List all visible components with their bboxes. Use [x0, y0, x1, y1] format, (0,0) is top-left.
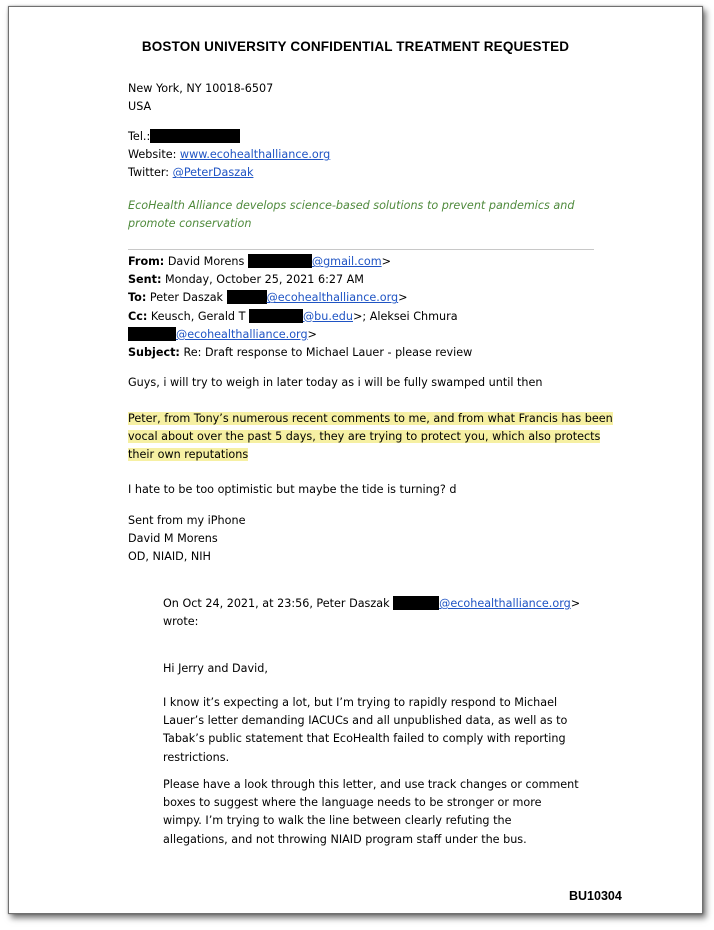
separator-rule: [128, 249, 594, 250]
highlighted-text: vocal about over the past 5 days, they are trying to protect you, which also protects: [128, 430, 601, 444]
from-email-link[interactable]: @gmail.com: [311, 255, 382, 268]
quoted-email-link[interactable]: @ecohealthalliance.org: [439, 597, 571, 610]
redaction-bar: [128, 327, 176, 341]
to-tail: >: [398, 291, 408, 305]
sent-line: [128, 271, 598, 289]
tel-line: [128, 128, 598, 146]
quoted-p2-line-1: Please have a look through this letter, and use track changes or comment: [163, 778, 579, 791]
redaction-bar: [150, 129, 240, 143]
message-paragraph-3: I hate to be too optimistic but maybe the tide is turning? d: [128, 483, 457, 496]
website-line: [128, 146, 598, 164]
message-paragraph-2-highlighted: [128, 410, 613, 465]
subject-value: Re: Draft response to Michael Lauer - please review: [179, 346, 473, 360]
highlighted-text: Peter, from Tony’s numerous recent comments to me, and from what Francis has been: [128, 412, 613, 425]
cc-value: Keusch, Gerald T: [147, 309, 249, 323]
cc-email-link[interactable]: @bu.edu: [302, 309, 353, 323]
quoted-intro-tail: >: [570, 597, 581, 610]
from-label: From:: [128, 255, 165, 268]
signature-line-2: David M Morens: [128, 532, 218, 546]
from-tail: >: [381, 255, 391, 268]
signature-block: [128, 512, 598, 567]
redaction-bar: [249, 309, 303, 323]
highlight-line-1: [128, 410, 613, 428]
to-email-link[interactable]: @ecohealthalliance.org: [266, 291, 399, 305]
address-block: [128, 80, 598, 116]
quoted-intro: [163, 595, 593, 631]
website-label: Website:: [128, 148, 180, 162]
contact-block: [128, 128, 598, 183]
confidential-header: BOSTON UNIVERSITY CONFIDENTIAL TREATMENT REQUESTED: [141, 39, 570, 54]
quoted-intro-line-1: [163, 595, 593, 613]
cc-tail: >; Aleksei Chmura: [353, 309, 458, 323]
cc2-tail: >: [307, 327, 317, 341]
document-page: [8, 6, 703, 914]
quoted-p2-line-4: allegations, and not throwing NIAID program staff under the bus.: [163, 832, 527, 846]
twitter-label: Twitter:: [128, 166, 173, 180]
signature-line-3: OD, NIAID, NIH: [128, 550, 211, 564]
quoted-p1-line-4: restrictions.: [163, 750, 230, 764]
quoted-intro-text: On Oct 24, 2021, at 23:56, Peter Daszak: [163, 597, 394, 610]
tel-label: Tel.:: [128, 130, 151, 143]
quoted-intro-line-2: wrote:: [163, 615, 199, 629]
tagline: EcoHealth Alliance develops science-based solutions to prevent pandemics and promote conservation: [128, 199, 575, 231]
redaction-bar: [393, 596, 439, 610]
quoted-greeting: Hi Jerry and David,: [163, 662, 268, 675]
cc-line: [128, 308, 598, 326]
twitter-line: [128, 164, 598, 182]
redaction-bar: [248, 254, 312, 268]
subject-line: [128, 344, 598, 362]
highlight-line-2: [128, 428, 601, 446]
twitter-link[interactable]: @PeterDaszak: [172, 166, 254, 180]
quoted-p1-line-1: I know it’s expecting a lot, but I’m trying to rapidly respond to Michael: [163, 696, 558, 709]
quoted-p2-line-3: wimpy. I’m trying to walk the line between clearly refuting the: [163, 814, 512, 828]
sent-value: Monday, October 25, 2021 6:27 AM: [161, 273, 364, 287]
website-link[interactable]: www.ecohealthalliance.org: [179, 148, 331, 162]
message-paragraph-1: Guys, i will try to weigh in later today as i will be fully swamped until then: [128, 376, 543, 389]
subject-label: Subject:: [128, 346, 180, 360]
bates-number: BU10304: [569, 889, 622, 903]
quoted-p1-line-3: Tabak’s public statement that EcoHealth failed to comply with reporting: [163, 732, 566, 746]
highlighted-text: their own reputations: [128, 448, 249, 462]
to-line: [128, 289, 598, 307]
from-line: [128, 253, 598, 271]
email-header-block: [128, 253, 598, 362]
quoted-paragraph-2: [163, 776, 593, 849]
address-line-2: USA: [128, 100, 152, 114]
to-label: To:: [128, 291, 147, 305]
cc-line-2: [128, 326, 598, 344]
quoted-p2-line-2: boxes to suggest where the language needs to be stronger or more: [163, 796, 542, 810]
quoted-p1-line-2: Lauer’s letter demanding IACUCs and all unpublished data, as well as to: [163, 714, 568, 728]
quoted-paragraph-1: [163, 694, 593, 767]
cc-label: Cc:: [128, 309, 148, 323]
address-line-1: New York, NY 10018-6507: [128, 82, 274, 95]
sent-label: Sent:: [128, 273, 162, 287]
cc2-email-link[interactable]: @ecohealthalliance.org: [176, 327, 308, 341]
from-value: David Morens: [164, 255, 248, 268]
signature-line-1: Sent from my iPhone: [128, 514, 246, 527]
to-value: Peter Daszak: [146, 291, 227, 305]
highlight-line-3: [128, 446, 598, 464]
redaction-bar: [227, 290, 267, 304]
